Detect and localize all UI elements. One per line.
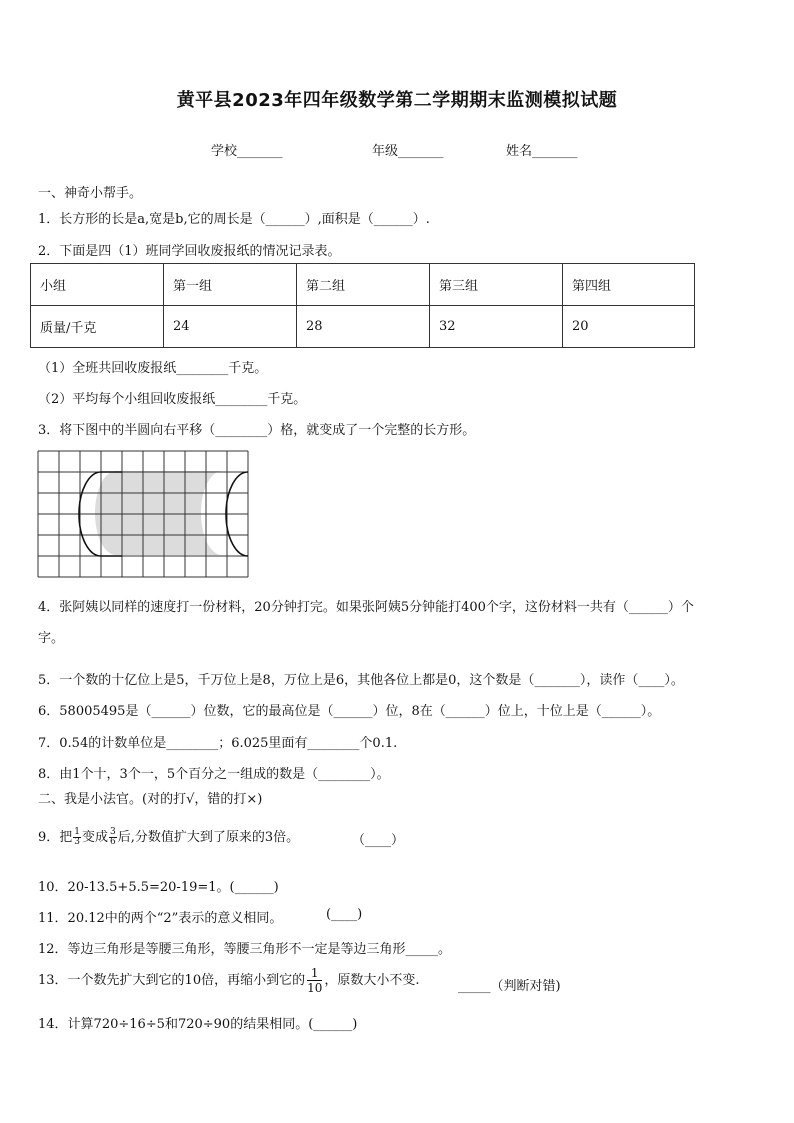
fraction-numerator: 1: [307, 966, 322, 981]
table-row: [31, 306, 695, 348]
fraction-denominator: 6: [110, 837, 116, 847]
section-1-heading: 一、神奇小帮手。: [38, 186, 143, 201]
fraction-three-sixths: [109, 828, 117, 847]
grade-field: 年级_______: [372, 144, 444, 159]
grid-lines: [38, 451, 248, 577]
question-14: 14．计算720÷16÷5和720÷90的结果相同。(______): [38, 1017, 358, 1032]
question-13-answer-blank[interactable]: _____（判断对错): [458, 979, 561, 994]
question-9: [38, 826, 299, 847]
question-11: 11．20.12中的两个“2”表示的意义相同。: [38, 911, 283, 926]
table-cell: 质量/千克: [31, 306, 164, 348]
table-cell: 20: [563, 306, 695, 348]
fraction-one-tenth: [307, 966, 322, 995]
table-cell: 第二组: [297, 264, 430, 306]
question-10: 10．20-13.5+5.5=20-19=1。(______): [38, 880, 279, 895]
question-13: [38, 966, 420, 995]
fraction-denominator: 3: [74, 837, 81, 847]
section-2-heading: 二、我是小法官。(对的打√，错的打×): [38, 792, 263, 807]
fraction-one-third: [73, 828, 81, 847]
q9-suffix: 后,分数值扩大到了原来的3倍。: [117, 830, 300, 845]
fraction-denominator: 10: [307, 981, 323, 995]
question-2-part-2: （2）平均每个小组回收废报纸________千克。: [38, 392, 307, 407]
name-field: 姓名_______: [506, 144, 578, 159]
q9-prefix: 9．把: [38, 830, 73, 845]
school-field: 学校_______: [211, 144, 283, 159]
fraction-numerator: 3: [110, 827, 116, 837]
question-3: 3．将下图中的半圆向右平移（________）格，就变成了一个完整的长方形。: [38, 423, 476, 438]
shaded-region: [95, 471, 222, 555]
question-11-answer-blank[interactable]: (____): [326, 907, 363, 922]
question-5: 5．一个数的十亿位上是5，千万位上是8，万位上是6，其他各位上都是0，这个数是（_______），读作（____）。: [38, 673, 684, 688]
table-cell: 28: [297, 306, 430, 348]
question-9-answer-blank[interactable]: （____）: [352, 833, 405, 848]
table-cell: 第一组: [164, 264, 297, 306]
table-cell: 24: [164, 306, 297, 348]
page-title: 黄平县2023年四年级数学第二学期期末监测模拟试题: [176, 90, 618, 111]
recycling-table: [30, 263, 695, 348]
question-4-line-2: 字。: [38, 631, 65, 646]
question-2: 2．下面是四（1）班同学回收废报纸的情况记录表。: [38, 244, 341, 259]
q9-middle: 变成: [82, 830, 109, 845]
question-12: 12．等边三角形是等腰三角形，等腰三角形不一定是等边三角形_____。: [38, 942, 452, 957]
question-1: 1．长方形的长是a,宽是b,它的周长是（______）,面积是（______）.: [38, 212, 430, 227]
fraction-numerator: 1: [74, 827, 81, 837]
q13-prefix: 13．一个数先扩大到它的10倍，再缩小到它的: [38, 973, 306, 988]
table-header-row: [31, 264, 695, 306]
table-cell: 小组: [31, 264, 164, 306]
table-cell: 32: [430, 306, 563, 348]
table-cell: 第四组: [563, 264, 695, 306]
question-8: 8．由1个十，3个一，5个百分之一组成的数是（________）。: [38, 767, 390, 782]
question-2-part-1: （1）全班共回收废报纸________千克。: [38, 361, 268, 376]
q13-suffix: ，原数大小不变.: [324, 973, 420, 988]
question-6: 6．58005495是（______）位数，它的最高位是（______）位，8在（______）位上，十位上是（______）。: [38, 704, 661, 719]
question-4-line-1: 4．张阿姨以同样的速度打一份材料，20分钟打完。如果张阿姨5分钟能打400个字，这份材料一共有（______）个: [38, 600, 694, 615]
grid-figure: [37, 450, 253, 580]
question-7: 7．0.54的计数单位是________；6.025里面有________个0.1.: [38, 736, 398, 751]
table-cell: 第三组: [430, 264, 563, 306]
